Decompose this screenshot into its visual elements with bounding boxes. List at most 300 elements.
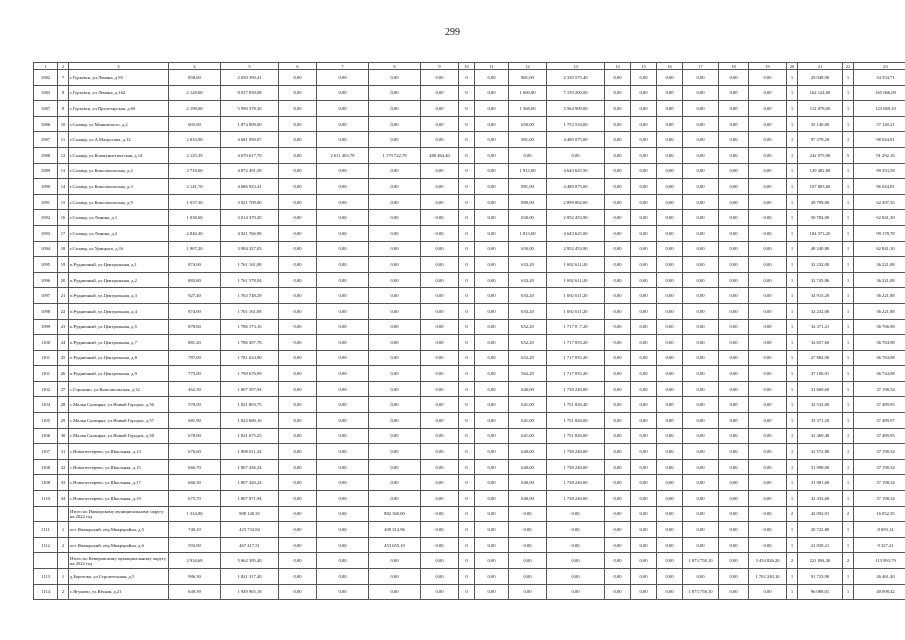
value-cell: 11 xyxy=(58,132,69,148)
value-cell: 1086 xyxy=(34,116,58,132)
value-cell: 1 xyxy=(787,522,798,538)
value-cell: 1 xyxy=(787,132,798,148)
value-cell: 37 489,95 xyxy=(854,397,905,413)
value-cell: 123 869,10 xyxy=(854,101,905,117)
value-cell: 37 489,95 xyxy=(854,428,905,444)
value-cell: 0,00 xyxy=(749,459,787,475)
value-cell: 0,00 xyxy=(749,506,787,522)
value-cell: 0,00 xyxy=(631,163,657,179)
value-cell: 641,00 xyxy=(509,428,547,444)
address-cell: г.Салаир, ул.А.Матросова, д.12 xyxy=(69,132,169,148)
value-cell: 0,00 xyxy=(317,491,369,507)
value-cell: 0,00 xyxy=(317,101,369,117)
value-cell: 1 xyxy=(843,428,854,444)
value-cell: 0,00 xyxy=(719,584,749,600)
value-cell: 874,00 xyxy=(169,303,221,319)
value-cell: 1104 xyxy=(34,397,58,413)
value-cell: 0,00 xyxy=(631,225,657,241)
value-cell: 1 xyxy=(843,366,854,382)
address-cell: г.Салаир, ул.Ленина, д.1 xyxy=(69,210,169,226)
value-cell: 0,00 xyxy=(317,272,369,288)
value-cell: 0,00 xyxy=(475,272,509,288)
value-cell: 0,00 xyxy=(369,413,421,429)
value-cell: 2 952 453,90 xyxy=(547,241,605,257)
value-cell: 32 745,86 xyxy=(798,272,843,288)
value-cell: 0,00 xyxy=(605,522,631,538)
value-cell: 20 722,80 xyxy=(798,522,843,538)
value-cell: 2 033,90 xyxy=(169,132,221,148)
value-cell: 0,00 xyxy=(279,70,317,86)
value-cell: 98 044,81 xyxy=(854,132,905,148)
value-cell: 22 xyxy=(58,303,69,319)
value-cell: 0,00 xyxy=(509,584,547,600)
value-cell: 4 480 075,00 xyxy=(547,179,605,195)
value-cell: 641,00 xyxy=(509,397,547,413)
value-cell: 1 761 161,08 xyxy=(221,257,279,273)
value-cell: 0,00 xyxy=(279,210,317,226)
value-cell: 453 655,10 xyxy=(369,537,421,553)
value-cell: 0,00 xyxy=(475,553,509,569)
value-cell: 0,00 xyxy=(279,257,317,273)
value-cell: 1 874 809,00 xyxy=(221,116,279,132)
value-cell: 0,00 xyxy=(631,116,657,132)
value-cell: 0,00 xyxy=(683,397,719,413)
value-cell: 99 353,58 xyxy=(854,163,905,179)
address-cell: пгт Ижморский, пер.Микрорайон, д.6 xyxy=(69,537,169,553)
value-cell: 57 140,21 xyxy=(854,116,905,132)
value-cell: 1097 xyxy=(34,288,58,304)
value-cell: 2 xyxy=(787,506,798,522)
value-cell: 0,00 xyxy=(605,397,631,413)
value-cell: 1101 xyxy=(34,350,58,366)
value-cell: 0,00 xyxy=(657,444,683,460)
value-cell: 0,00 xyxy=(683,491,719,507)
value-cell: 0,00 xyxy=(657,70,683,86)
value-cell: 650,00 xyxy=(509,241,547,257)
value-cell: 0,00 xyxy=(317,397,369,413)
value-cell: 0,00 xyxy=(749,163,787,179)
address-cell: г.Салаир, ул.Маяковского, д.2 xyxy=(69,116,169,132)
address-cell: д.Березово, ул.Строительная, д.5 xyxy=(69,569,169,585)
value-cell: 0,00 xyxy=(631,381,657,397)
value-cell: 0,00 xyxy=(369,319,421,335)
value-cell: 0,00 xyxy=(657,413,683,429)
value-cell: 0,00 xyxy=(317,428,369,444)
value-cell: 0,00 xyxy=(475,413,509,429)
value-cell: 1107 xyxy=(34,444,58,460)
value-cell: 0,00 xyxy=(421,132,459,148)
address-cell: с.Малая Салаирка, ул.Новый Городок, д.58 xyxy=(69,428,169,444)
value-cell: 0,00 xyxy=(631,85,657,101)
value-cell: 0,00 xyxy=(657,506,683,522)
value-cell: 2 xyxy=(58,537,69,553)
table-row xyxy=(34,303,905,319)
table-row xyxy=(34,537,905,553)
value-cell: 0,00 xyxy=(683,350,719,366)
value-cell: 0,00 xyxy=(369,194,421,210)
value-cell: 640,00 xyxy=(509,444,547,460)
value-cell: 33 371,20 xyxy=(798,413,843,429)
value-cell: 1 xyxy=(843,210,854,226)
value-cell: 0,00 xyxy=(605,241,631,257)
value-cell: 678,00 xyxy=(169,428,221,444)
value-cell: 36 744,98 xyxy=(854,366,905,382)
value-cell: 0 xyxy=(459,428,475,444)
value-cell: 0,00 xyxy=(421,459,459,475)
address-cell: п.Рудничный, ул.Центральная, д.9 xyxy=(69,366,169,382)
value-cell: 42 092,91 xyxy=(798,506,843,522)
value-cell: 0,00 xyxy=(657,428,683,444)
value-cell: 0,00 xyxy=(475,116,509,132)
value-cell xyxy=(34,553,58,569)
value-cell: 1 781 624,90 xyxy=(221,350,279,366)
value-cell: 1113 xyxy=(34,569,58,585)
value-cell: 0,00 xyxy=(509,147,547,163)
value-cell: 0,00 xyxy=(475,179,509,195)
value-cell: 0,00 xyxy=(683,163,719,179)
value-cell: 0,00 xyxy=(657,350,683,366)
value-cell: 1 xyxy=(843,132,854,148)
value-cell: 1 334,80 xyxy=(169,506,221,522)
value-cell: 0,00 xyxy=(749,537,787,553)
value-cell: 0,00 xyxy=(719,366,749,382)
value-cell: 34 554,71 xyxy=(854,70,905,86)
value-cell: 0,00 xyxy=(631,491,657,507)
value-cell: 0,00 xyxy=(475,537,509,553)
address-cell: г.Гурьевск, ул.Ленина, д.95 xyxy=(69,70,169,86)
address-cell: пгт Ижморский, пер.Микрорайон, д.5 xyxy=(69,522,169,538)
value-cell: 650,00 xyxy=(509,210,547,226)
value-cell: 1 xyxy=(843,101,854,117)
value-cell: 1 xyxy=(787,350,798,366)
value-cell: 0,00 xyxy=(279,522,317,538)
column-number-cell: 18 xyxy=(719,63,749,70)
value-cell: 0,00 xyxy=(605,70,631,86)
value-cell: 0,00 xyxy=(475,210,509,226)
address-cell: с.Новопестерево, ул.Школьная, д.13 xyxy=(69,444,169,460)
value-cell: 32 433,60 xyxy=(798,491,843,507)
value-cell: 0,00 xyxy=(317,522,369,538)
value-cell: 0 xyxy=(459,459,475,475)
value-cell: 0,00 xyxy=(631,537,657,553)
value-cell: 0,00 xyxy=(683,288,719,304)
value-cell: 0,00 xyxy=(605,85,631,101)
value-cell: 0,00 xyxy=(547,506,605,522)
value-cell: 0,00 xyxy=(475,132,509,148)
address-cell: г.Гурьевск, ул.Пролетарская, д.69 xyxy=(69,101,169,117)
value-cell: 1098 xyxy=(34,303,58,319)
value-cell: 1 751 820,40 xyxy=(547,397,605,413)
value-cell: 0,00 xyxy=(605,210,631,226)
value-cell: 0,00 xyxy=(421,366,459,382)
value-cell: 1088 xyxy=(34,147,58,163)
value-cell: 0,00 xyxy=(369,210,421,226)
value-cell: 1 692 611,20 xyxy=(547,257,605,273)
value-cell: 1 xyxy=(787,444,798,460)
value-cell: 0,00 xyxy=(369,116,421,132)
value-cell: 1 738 240,00 xyxy=(547,459,605,475)
table-row xyxy=(34,553,905,569)
value-cell: 1 xyxy=(843,459,854,475)
value-cell: 0,00 xyxy=(749,241,787,257)
value-cell: 0,00 xyxy=(279,241,317,257)
value-cell: 2 xyxy=(843,553,854,569)
value-cell: 2 840,40 xyxy=(169,225,221,241)
value-cell: 0,00 xyxy=(605,272,631,288)
table-row xyxy=(34,413,905,429)
value-cell: 0,00 xyxy=(421,241,459,257)
value-cell: 26 xyxy=(58,366,69,382)
value-cell: 633,20 xyxy=(509,272,547,288)
value-cell: 0 xyxy=(459,179,475,195)
value-cell: 0,00 xyxy=(657,179,683,195)
value-cell: 0,00 xyxy=(631,444,657,460)
value-cell: 0,00 xyxy=(317,459,369,475)
value-cell: 0,00 xyxy=(605,444,631,460)
value-cell: 0,00 xyxy=(421,335,459,351)
value-cell: 874,00 xyxy=(169,257,221,273)
value-cell: 0,00 xyxy=(369,475,421,491)
value-cell: 1 915,00 xyxy=(509,163,547,179)
value-cell: 1 xyxy=(843,179,854,195)
value-cell: 1 xyxy=(843,303,854,319)
value-cell: 666,70 xyxy=(169,459,221,475)
table-row xyxy=(34,319,905,335)
value-cell: 0,00 xyxy=(683,132,719,148)
value-cell: 0,00 xyxy=(719,475,749,491)
value-cell: 0,00 xyxy=(369,101,421,117)
value-cell: 0,00 xyxy=(279,335,317,351)
value-cell: 1 xyxy=(787,241,798,257)
value-cell: 1 xyxy=(787,210,798,226)
value-cell: 0,00 xyxy=(369,272,421,288)
value-cell: 1 xyxy=(787,101,798,117)
value-cell: 0,00 xyxy=(369,397,421,413)
value-cell: 0,00 xyxy=(749,70,787,86)
value-cell: 0,00 xyxy=(683,569,719,585)
value-cell: 0,00 xyxy=(683,335,719,351)
value-cell: 16 052,35 xyxy=(854,506,905,522)
value-cell: 37 198,34 xyxy=(854,459,905,475)
value-cell: 0,00 xyxy=(605,459,631,475)
value-cell: 0,00 xyxy=(421,381,459,397)
value-cell: 0,00 xyxy=(683,116,719,132)
value-cell: 1092 xyxy=(34,210,58,226)
value-cell: 1 761 161,08 xyxy=(221,303,279,319)
value-cell: 36 784,98 xyxy=(854,335,905,351)
value-cell: 1 xyxy=(787,272,798,288)
value-cell: 1 xyxy=(787,397,798,413)
value-cell: 0,00 xyxy=(421,210,459,226)
table-row xyxy=(34,459,905,475)
value-cell: 0 xyxy=(459,225,475,241)
value-cell: 0,00 xyxy=(317,179,369,195)
column-number-cell: 11 xyxy=(475,63,509,70)
value-cell: 36 221,88 xyxy=(854,257,905,273)
value-cell: 1 xyxy=(843,241,854,257)
value-cell: 165 066,08 xyxy=(854,85,905,101)
value-cell: 32 657,60 xyxy=(798,335,843,351)
value-cell: 1 xyxy=(843,85,854,101)
value-cell: 0,00 xyxy=(605,350,631,366)
value-cell: 0,00 xyxy=(279,288,317,304)
value-cell: 0,00 xyxy=(509,569,547,585)
value-cell: 1 xyxy=(843,397,854,413)
value-cell: 29 048,90 xyxy=(798,70,843,86)
value-cell: 97 379,20 xyxy=(798,132,843,148)
value-cell: 0,00 xyxy=(683,210,719,226)
value-cell: 0,00 xyxy=(631,257,657,273)
value-cell: 0,00 xyxy=(279,194,317,210)
value-cell: 0,00 xyxy=(317,537,369,553)
address-cell: г.Салаир, ул.Урицкого, д.16 xyxy=(69,241,169,257)
value-cell: 34 xyxy=(58,491,69,507)
value-cell: 112 878,00 xyxy=(798,101,843,117)
value-cell: 0,00 xyxy=(719,179,749,195)
value-cell: 1 xyxy=(787,584,798,600)
value-cell: 21 839,21 xyxy=(798,537,843,553)
value-cell: 0,00 xyxy=(719,350,749,366)
value-cell: 0,00 xyxy=(369,241,421,257)
value-cell: 1 xyxy=(843,584,854,600)
value-cell: 0,00 xyxy=(719,381,749,397)
value-cell: 1 821 803,75 xyxy=(221,397,279,413)
value-cell: 91 292,16 xyxy=(854,147,905,163)
value-cell: 1114 xyxy=(34,584,58,600)
value-cell: 0,00 xyxy=(317,132,369,148)
value-cell: 0,00 xyxy=(475,147,509,163)
value-cell: 0 xyxy=(459,350,475,366)
value-cell: 0,00 xyxy=(317,163,369,179)
table-row xyxy=(34,101,905,117)
value-cell: 0,00 xyxy=(279,101,317,117)
value-cell: 0,00 xyxy=(719,459,749,475)
table-row xyxy=(34,506,905,522)
value-cell: 0,00 xyxy=(657,116,683,132)
value-cell: 0,00 xyxy=(475,101,509,117)
value-cell: 1 873 758,10 xyxy=(683,584,719,600)
value-cell: 0,00 xyxy=(605,335,631,351)
value-cell: 1 xyxy=(787,366,798,382)
value-cell: 0,00 xyxy=(631,132,657,148)
value-cell: 0,00 xyxy=(421,537,459,553)
value-cell: 0,00 xyxy=(719,428,749,444)
value-cell: 0,00 xyxy=(369,553,421,569)
value-cell: 0,00 xyxy=(421,319,459,335)
value-cell: 0,00 xyxy=(605,257,631,273)
value-cell: 62 841,30 xyxy=(854,210,905,226)
value-cell: 0,00 xyxy=(475,70,509,86)
page-number: 299 xyxy=(445,27,460,38)
value-cell: 652,20 xyxy=(509,335,547,351)
value-cell: 2 128,00 xyxy=(169,85,221,101)
value-cell: 0,00 xyxy=(475,319,509,335)
value-cell: 1 xyxy=(843,225,854,241)
address-cell: с.Новопестерево, ул.Школьная, д.19 xyxy=(69,491,169,507)
value-cell: 633,20 xyxy=(509,257,547,273)
value-cell: 162 124,00 xyxy=(798,85,843,101)
value-cell: 0,00 xyxy=(475,569,509,585)
value-cell: 32 532,00 xyxy=(798,397,843,413)
address-cell: г.Салаир, ул.Комсомольская, д.3 xyxy=(69,179,169,195)
value-cell: 0,00 xyxy=(475,444,509,460)
column-number-cell: 16 xyxy=(657,63,683,70)
value-cell: 0,00 xyxy=(369,85,421,101)
table-row xyxy=(34,272,905,288)
value-cell: 0 xyxy=(459,288,475,304)
value-cell: 1 xyxy=(843,319,854,335)
value-cell: 3 021 709,00 xyxy=(221,194,279,210)
value-cell: 1 xyxy=(843,522,854,538)
table-row xyxy=(34,85,905,101)
value-cell: 0,00 xyxy=(683,366,719,382)
value-cell: 0,00 xyxy=(605,491,631,507)
value-cell: 0,00 xyxy=(317,241,369,257)
value-cell: 0,00 xyxy=(475,350,509,366)
value-cell: 880,00 xyxy=(509,194,547,210)
value-cell: 0 xyxy=(459,397,475,413)
value-cell: 0,00 xyxy=(475,381,509,397)
value-cell: 27 xyxy=(58,381,69,397)
value-cell: 605,60 xyxy=(169,116,221,132)
value-cell: 0,00 xyxy=(719,101,749,117)
value-cell: 2 xyxy=(843,506,854,522)
value-cell: 0,00 xyxy=(719,522,749,538)
value-cell: 2 xyxy=(58,584,69,600)
value-cell: 0,00 xyxy=(475,459,509,475)
value-cell: 0,00 xyxy=(631,428,657,444)
column-number-cell: 3 xyxy=(69,63,169,70)
value-cell: 0,00 xyxy=(509,537,547,553)
value-cell: 1094 xyxy=(34,241,58,257)
address-cell: п.Рудничный, ул.Центральная, д.1 xyxy=(69,257,169,273)
value-cell: 0 xyxy=(459,522,475,538)
value-cell: 0 xyxy=(459,241,475,257)
value-cell: 0,00 xyxy=(605,116,631,132)
value-cell: 0,00 xyxy=(421,163,459,179)
value-cell: 981,00 xyxy=(509,179,547,195)
value-cell: 1 xyxy=(787,70,798,86)
value-cell: 37 489,97 xyxy=(854,413,905,429)
value-cell: 0,00 xyxy=(279,584,317,600)
table-row xyxy=(34,132,905,148)
value-cell: 0 xyxy=(459,491,475,507)
value-cell: 775,00 xyxy=(169,366,221,382)
value-cell: 0,00 xyxy=(475,194,509,210)
value-cell: 0,00 xyxy=(749,147,787,163)
value-cell: 0,00 xyxy=(369,225,421,241)
value-cell: 0,00 xyxy=(719,303,749,319)
value-cell: 0,00 xyxy=(657,459,683,475)
value-cell: 184 373,20 xyxy=(798,225,843,241)
value-cell: 0 xyxy=(459,132,475,148)
value-cell: 0,00 xyxy=(749,272,787,288)
value-cell: 0,00 xyxy=(605,584,631,600)
value-cell: 0,00 xyxy=(719,257,749,273)
value-cell: 37 198,34 xyxy=(854,381,905,397)
value-cell: 0,00 xyxy=(749,350,787,366)
value-cell: 0,00 xyxy=(631,553,657,569)
value-cell: 1 717 055,20 xyxy=(547,335,605,351)
value-cell: 0,00 xyxy=(631,397,657,413)
value-cell: 1 807 420,24 xyxy=(221,475,279,491)
value-cell: 62 841,30 xyxy=(854,241,905,257)
value-cell: 0,00 xyxy=(317,381,369,397)
value-cell: 0,00 xyxy=(631,506,657,522)
value-cell: 0,00 xyxy=(631,210,657,226)
value-cell: 0,00 xyxy=(369,70,421,86)
value-cell: 0,00 xyxy=(631,272,657,288)
